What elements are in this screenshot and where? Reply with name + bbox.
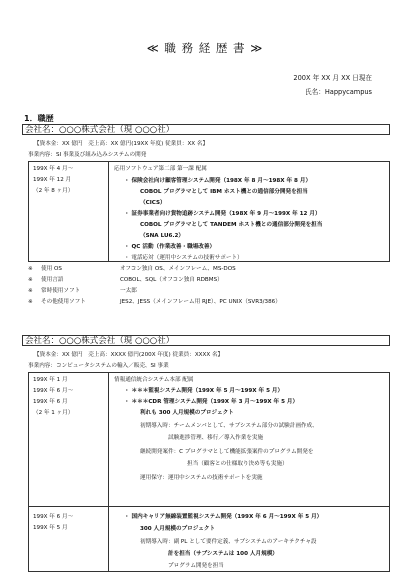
company-business: 事業内容：コンピュータシステムの輸入／販売、SI 事業 <box>28 363 169 369</box>
project-line: 担当（顧客との仕様取り決め等も実施） <box>187 461 288 467</box>
project-line: ・ 証券事業者向け貨物追跡システム開発（198X 年 9 月～199X 年 12 月） <box>124 211 321 217</box>
period-duration: （2 年 8 ヶ月） <box>33 188 74 194</box>
project-line: COBOL プログラマとして IBM ホスト機との通信部分開発を担当 <box>140 189 308 195</box>
company-name-box: 会社名：○○○株式会社（現 ○○○社） <box>22 124 390 135</box>
period-mid: 199X 年 6 月～ <box>33 388 74 394</box>
company-capital: 【資本金：XX 億円 売上高：XX 億円(19XX 年度) 従業員：XX 名】 <box>34 141 209 147</box>
env-mark: ※ <box>28 299 33 305</box>
env-label: 常時使用ソフト <box>41 288 81 294</box>
env-mark: ※ <box>28 277 33 283</box>
department: 情報通信統合システム本部 配属 <box>114 377 194 383</box>
project-line: ・ ＊＊＊監視システム開発（199X 年 5 月～199X 年 5 月） <box>124 388 284 394</box>
period-end: 199X 年 12 月 <box>33 177 72 183</box>
company-business: 事業内容：SI 事業及び組み込みシステムの開発 <box>28 152 147 158</box>
project-line: プログラム開発を担当 <box>168 563 224 569</box>
project-line: COBOL プログラマとして TANDEM ホスト機との通信部分開発を担当 <box>140 222 323 228</box>
project-line: （CICS） <box>140 200 166 206</box>
document-owner: 氏名：Happycampus <box>305 88 372 96</box>
table-row-divider <box>29 506 389 507</box>
period-duration: （2 年 1 ヶ月） <box>33 410 74 416</box>
env-value: COBOL、SQL（オフコン独自 RDBMS） <box>120 277 223 283</box>
project-line: ・ ＊＊＊CDR 管理システム開発（199X 年 3 月～199X 年 5 月） <box>124 399 299 405</box>
project-line: ・ 保険会社向け顧客管理システム開発（198X 年 8 月～198X 年 8 月） <box>124 178 312 184</box>
project-line: 初期導入時：チームメンバとして、サブシステム部分の試験計画作成、 <box>140 423 318 429</box>
env-label: その他使用ソフト <box>41 299 86 305</box>
project-line: ・ 国内キャリア無線装置監視システム開発（199X 年 6 月～199X 年 5 月） <box>124 514 323 520</box>
period-end: 199X 年 6 月 <box>33 399 68 405</box>
career-table <box>28 161 390 262</box>
env-mark: ※ <box>28 288 33 294</box>
project-line: 300 人月規模のプロジェクト <box>140 526 216 532</box>
department: 応用ソフトウェア第二部 第一課 配属 <box>114 166 207 172</box>
project-line: ・ 電話応対（運用中システムの技術サポート） <box>124 255 243 261</box>
document-title: ≪ 職 務 経 歴 書 ≫ <box>146 41 264 55</box>
period-end: 199X 年 5 月 <box>33 525 68 531</box>
document-date: 200X 年 XX 月 XX 日現在 <box>293 74 372 82</box>
company-capital: 【資本金：XX 億円 売上高：XXXX 億円(200X 年度) 従業員：XXXX 名】 <box>34 352 224 358</box>
company-name-box: 会社名：○○○株式会社（現 ○○○社） <box>22 335 390 346</box>
project-line: （SNA LU6.2） <box>140 233 184 239</box>
project-line: 運用保守：運用中システムの技術サポートを実施 <box>140 475 263 481</box>
env-value: JES2、JESS（メインフレーム用 RJE）、PC UNIX（SVR3/386） <box>120 299 281 305</box>
project-line: 初期導入時：副 PL として要件定義、サブシステムのアーキテクチャ設 <box>140 539 317 545</box>
project-line: 利れも 300 人月規模のプロジェクト <box>140 410 234 416</box>
table-divider <box>108 373 109 571</box>
table-divider <box>108 162 109 261</box>
env-mark: ※ <box>28 266 33 272</box>
env-value: 一太郎 <box>120 288 137 294</box>
env-value: オフコン独自 OS、メインフレーム、MS-DOS <box>120 266 236 272</box>
project-line: 試験進捗管理、移行／導入作業を実施 <box>168 435 264 441</box>
project-line: 継続開発案件：C プログラマとして機能拡張案件のプログラム開発を <box>140 449 314 455</box>
period-start: 199X 年 6 月～ <box>33 514 74 520</box>
section-heading: 1．職歴 <box>24 114 54 123</box>
env-label: 使用言語 <box>41 277 64 283</box>
career-table <box>28 372 390 572</box>
project-line: 計を担当（サブシステムは 100 人月規模） <box>168 551 278 557</box>
period-start: 199X 年 1 月 <box>33 377 68 383</box>
period-start: 199X 年 4 月～ <box>33 166 74 172</box>
env-label: 使用 OS <box>41 266 62 272</box>
project-line: ・ QC 活動（作業改善・職場改善） <box>124 244 216 250</box>
